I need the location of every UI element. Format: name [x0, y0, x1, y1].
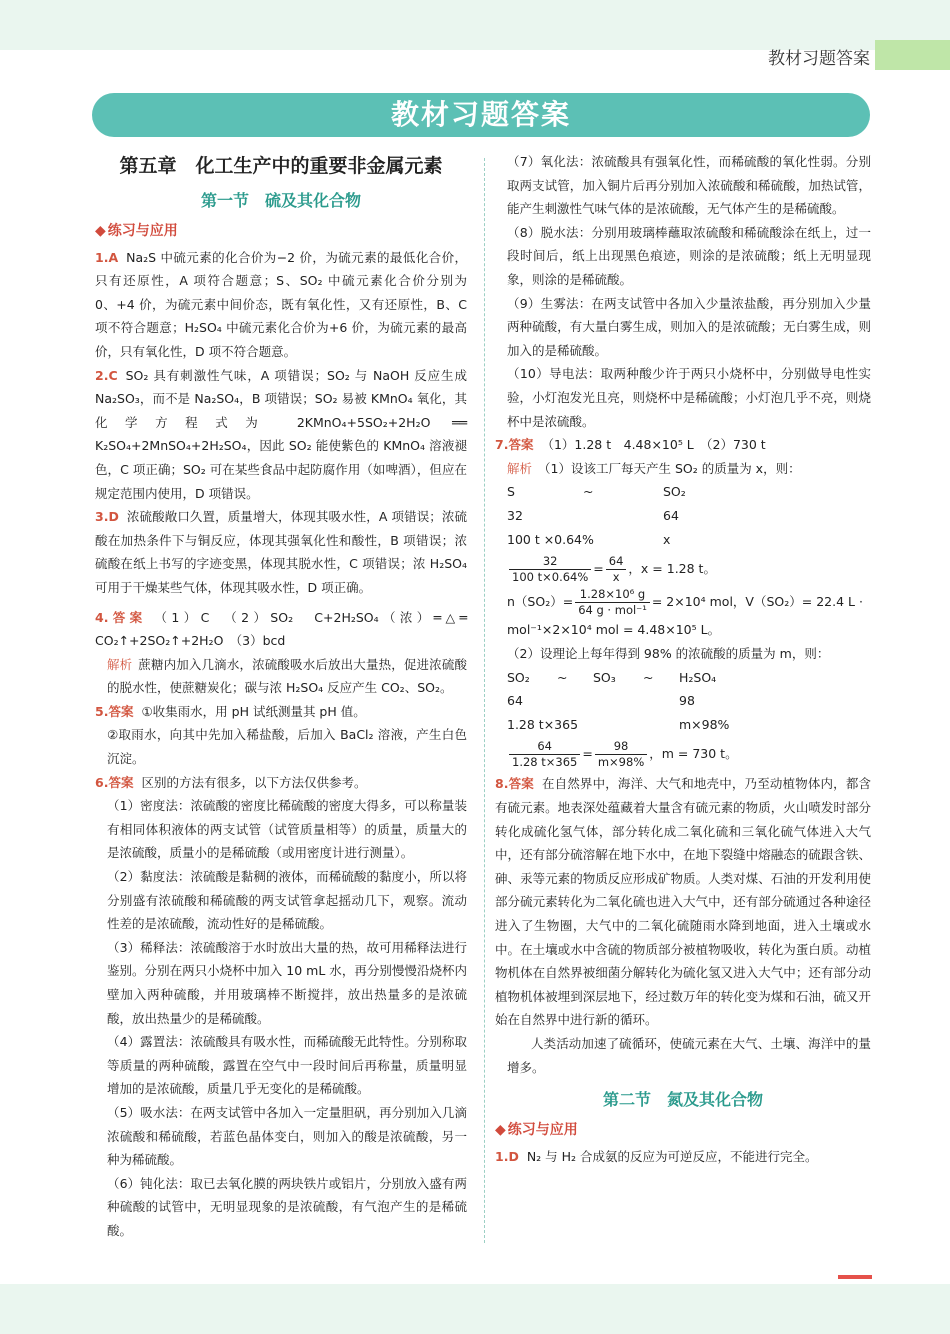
section-title: 第一节 硫及其化合物 [200, 191, 361, 210]
section2-answer-1 [495, 1145, 871, 1169]
answer-2 [95, 364, 467, 506]
fraction [595, 739, 647, 770]
header-tab-decoration [875, 40, 950, 70]
analysis-text: 蔗糖内加入几滴水，浓硫酸吸水后放出大量热，促进浓硫酸的脱水性，使蔗糖炭化；碳与浓 H₂SO₄ 反应产生 CO₂、SO₂。 [107, 656, 467, 696]
denominator: 64 g · mol⁻¹ [578, 603, 647, 618]
practice-heading-2: ◆ 练习与应用 [495, 1119, 871, 1143]
answer-label: 4.答案 [95, 609, 147, 625]
numerator: 1.28×10⁶ g [575, 587, 650, 603]
equation-3: $\frac{64}{1.28 t\times 365}$ = $\frac{98}{m\times 98\%}$ ，m = 730 t。 [507, 736, 871, 772]
answer-text: N₂ 与 H₂ 合成氨的反应为可逆反应，不能进行完全。 [526, 1148, 818, 1164]
equation-result: ，m = 730 t。 [649, 746, 738, 762]
equation-text: n（SO₂）= [507, 594, 574, 610]
method-item: （9）生雾法：在两支试管中各加入少量浓盐酸，再分别加入少量两种硫酸，有大量白雾生成，则加入的是浓硫酸；无白雾生成，则加入的是稀硫酸。 [507, 295, 871, 358]
relation-cell: H₂SO₄ [679, 669, 717, 685]
analysis-label: 解析 [107, 656, 133, 672]
answer-label: 5.答案 [95, 703, 134, 719]
answer-5-line2: ②取雨水，向其中先加入稀盐酸，后加入 BaCl₂ 溶液，产生白色沉淀。 [107, 727, 467, 767]
relation-cell [583, 504, 663, 528]
equation-text: = 2×10⁴ mol，V（SO₂）= 22.4 L · mol⁻¹×2×10⁴ mol = 4.48×10⁵ L。 [507, 594, 863, 638]
method-item: （7）氧化法：浓硫酸具有强氧化性，而稀硫酸的氧化性弱。分别取两支试管，加入铜片后再分别加入浓硫酸和稀硫酸，加热试管，能产生刺激性气味气体的是浓硫酸，无气体产生的是稀硫酸。 [507, 154, 871, 217]
denominator: x [612, 570, 620, 585]
right-column [495, 150, 871, 1168]
relation-cell: SO₂ [507, 669, 530, 685]
answer-label: 6.答案 [95, 774, 134, 790]
analysis-4 [95, 653, 467, 700]
method-item: （6）钝化法：取已去氧化膜的两块铁片或铝片，分别放入盛有两种硫酸的试管中，无明显现象的是浓硫酸，有气泡产生的是稀硫酸。 [107, 1175, 467, 1238]
practice-heading: ◆ 练习与应用 [95, 220, 467, 244]
relation-cell: 100 t ×0.64% [507, 531, 594, 547]
answer-label: 2.C [95, 367, 118, 383]
answer-4 [95, 606, 467, 653]
equation-2 [507, 587, 871, 642]
fraction [509, 554, 591, 585]
fraction [575, 587, 650, 618]
answer-label: 8.答案 [495, 776, 534, 792]
answer-label: 1.A [95, 249, 119, 265]
answer-label: 3.D [95, 509, 119, 525]
method-item: （10）导电法：取两种酸少许于两只小烧杯中，分别做导电性实验，小灯泡发光且亮，则烧杯中是稀硫酸；小灯泡几乎不亮，则烧杯中是浓硫酸。 [507, 366, 871, 429]
section-title-2: 第二节 氮及其化合物 [602, 1090, 763, 1110]
numerator: 64 [509, 739, 580, 755]
answer-6 [95, 771, 467, 795]
equation-1: $\frac{32}{100 t\times 0.64\%}$ = $\frac{64}{x}$ ，x = 1.28 t。 [507, 551, 871, 587]
relation-cell: SO₃ [593, 669, 616, 685]
footer-accent-bar [838, 1275, 872, 1279]
relation-table-1 [495, 480, 871, 642]
analysis-label: 解析 [507, 460, 533, 476]
relation-cell: 32 [507, 507, 523, 523]
relation-cell: 98 [679, 693, 695, 709]
running-header: 教材习题答案 [768, 49, 870, 69]
answer-5 [95, 700, 467, 724]
answer-text: 在自然界中，海洋、大气和地壳中，乃至动植物体内，都含有硫元素。地表深处蕴藏着大量含有硫元素的物质，火山喷发时部分转化成硫化氢气体，部分转化成二氧化硫和三氧化硫气体进入大气中，还有部分硫溶解在地下水中，在地下裂缝中熔融态的硫跟含铁、砷、汞等元素的物质反应形成矿物质。人类对煤、石油的开发利用使部分硫元素转化为二氧化硫也进入大气中，还有部分硫通过各种途径进入了生物圈，大气中的二氧化硫随雨水降到地面，进入土壤或水中。在土壤或水中含硫的物质部分被植物吸收，转化为蛋白质。动植物机体在自然界被细菌分解转化为硫化氢又进入大气中；还有部分动植物机体被埋到深层地下，经过数万年的转化变为煤和石油，硫又开始在自然界中进行新的循环。 [495, 776, 871, 1028]
answer-text: 浓硫酸敞口久置，质量增大，体现其吸水性，A 项错误；浓硫酸在加热条件下与铜反应，体现其强氧化性和酸性，B 项错误；浓硫酸在纸上书写的字迹变黑，体现其脱水性，C 项错误；浓 H₂SO₄ 可用于干燥某些气体，体现其吸水性，D 项正确。 [95, 509, 467, 595]
relation-cell: 1.28 t×365 [507, 716, 579, 732]
method-item: （3）稀释法：浓硫酸溶于水时放出大量的热，故可用稀释法进行鉴别。分别在两只小烧杯中加入 10 mL 水，再分别慢慢沿烧杯内壁加入两种硫酸，并用玻璃棒不断搅拌，放出热量多的是浓硫酸，放出热量少的是稀硫酸。 [107, 939, 467, 1026]
relation-cell: ~ [643, 669, 654, 685]
answer-text: ①收集雨水，用 pH 试纸测量其 pH 值。 [141, 703, 366, 719]
answer-text: （1）1.28 t 4.48×10⁵ L （2）730 t [541, 437, 766, 453]
answer-3 [95, 505, 467, 599]
method-item: （2）黏度法：浓硫酸是黏稠的液体，而稀硫酸的黏度小，所以将分别盛有浓硫酸和稀硫酸的两支试管拿起摇动几下，观察。流动性差的是浓硫酸，流动性好的是稀硫酸。 [107, 869, 467, 932]
fraction [509, 739, 580, 770]
banner-title: 教材习题答案 [92, 93, 870, 137]
denominator: 1.28 t×365 [512, 755, 578, 770]
column-divider [484, 158, 485, 1243]
numerator: 64 [606, 554, 627, 570]
numerator: 32 [509, 554, 591, 570]
equation-result: ，x = 1.28 t。 [628, 561, 716, 577]
relation-cell: ~ [557, 669, 568, 685]
relation-table-2 [495, 666, 871, 773]
relation-cell: 64 [507, 693, 523, 709]
method-item: （8）脱水法：分别用玻璃棒蘸取浓硫酸和稀硫酸涂在纸上，过一段时间后，纸上出现黑色痕迹，则涂的是浓硫酸；纸上无明显现象，则涂的是稀硫酸。 [507, 224, 871, 287]
relation-cell: ~ [583, 484, 594, 500]
analysis-text: （1）设该工厂每天产生 SO₂ 的质量为 x，则： [538, 460, 801, 476]
numerator: 98 [595, 739, 647, 755]
method-item: （4）露置法：浓硫酸具有吸水性，而稀硫酸无此特性。分别称取等质量的两种硫酸，露置在空气中一段时间后再称量，质量明显增加的是浓硫酸，质量几乎无变化的是稀硫酸。 [107, 1034, 467, 1097]
answer-7 [495, 433, 871, 457]
answer-text: （1）C （2）SO₂ C+2H₂SO₄（浓）═△═ CO₂↑+2SO₂↑+2H₂O （3）bcd [95, 609, 467, 649]
method-item: （5）吸水法：在两支试管中各加入一定量胆矾，再分别加入几滴浓硫酸和稀硫酸，若蓝色晶体变白，则加入的酸是浓硫酸，另一种为稀硫酸。 [107, 1104, 467, 1168]
relation-cell: m×98% [679, 716, 730, 732]
answer-1 [95, 246, 467, 364]
relation-cell: x [663, 531, 671, 547]
relation-cell: S [507, 484, 515, 500]
denominator: m×98% [597, 755, 645, 770]
answer-text: Na₂S 中硫元素的化合价为−2 价，为硫元素的最低化合价，只有还原性，A 项符合题意；S、SO₂ 中硫元素化合价分别为 0、+4 价，为硫元素中间价态，既有氧化性，又有还原性，B、C 项不符合题意；H₂SO₄ 中硫元素化合价为+6 价，为硫元素的最高价，只有氧化性，D 项不符合题意。 [95, 249, 467, 359]
relation-cell: SO₂ [663, 484, 686, 500]
answer-text: 区别的方法有很多，以下方法仅供参考。 [141, 774, 367, 790]
analysis-7-part2: （2）设理论上每年得到 98% 的浓硫酸的质量为 m，则： [507, 646, 830, 662]
answer-8 [495, 772, 871, 1032]
answer-text: SO₂ 具有刺激性气味，A 项错误；SO₂ 与 NaOH 反应生成 Na₂SO₃，而不是 Na₂SO₄，B 项错误；SO₂ 易被 KMnO₄ 氧化，其化学方程式为 2KMnO₄+5SO₂+2H₂O ══ K₂SO₄+2MnSO₄+2H₂SO₄，因此 SO₂ 能使紫色的 KMnO₄ 溶液褪色，C 项正确；SO₂ 可在某些食品中起防腐作用（如啤酒），但应在规定范围内使用，D 项错误。 [95, 367, 467, 501]
method-item: （1）密度法：浓硫酸的密度比稀硫酸的密度大得多，可以称量装有相同体积液体的两支试管（试管质量相等）的质量，质量大的是浓硫酸，质量小的是稀硫酸（或用密度计进行测量）。 [107, 798, 467, 861]
analysis-7 [495, 457, 871, 481]
fraction [606, 554, 627, 585]
chapter-title: 第五章 化工生产中的重要非金属元素 [119, 155, 443, 177]
denominator: 100 t×0.64% [512, 570, 589, 585]
left-column [95, 150, 467, 1243]
answer-label: 7.答案 [495, 437, 534, 453]
answer-label: 1.D [495, 1148, 519, 1164]
answer-8-conclusion: 人类活动加速了硫循环，使硫元素在大气、土壤、海洋中的量增多。 [507, 1036, 871, 1075]
relation-cell: 64 [663, 507, 679, 523]
